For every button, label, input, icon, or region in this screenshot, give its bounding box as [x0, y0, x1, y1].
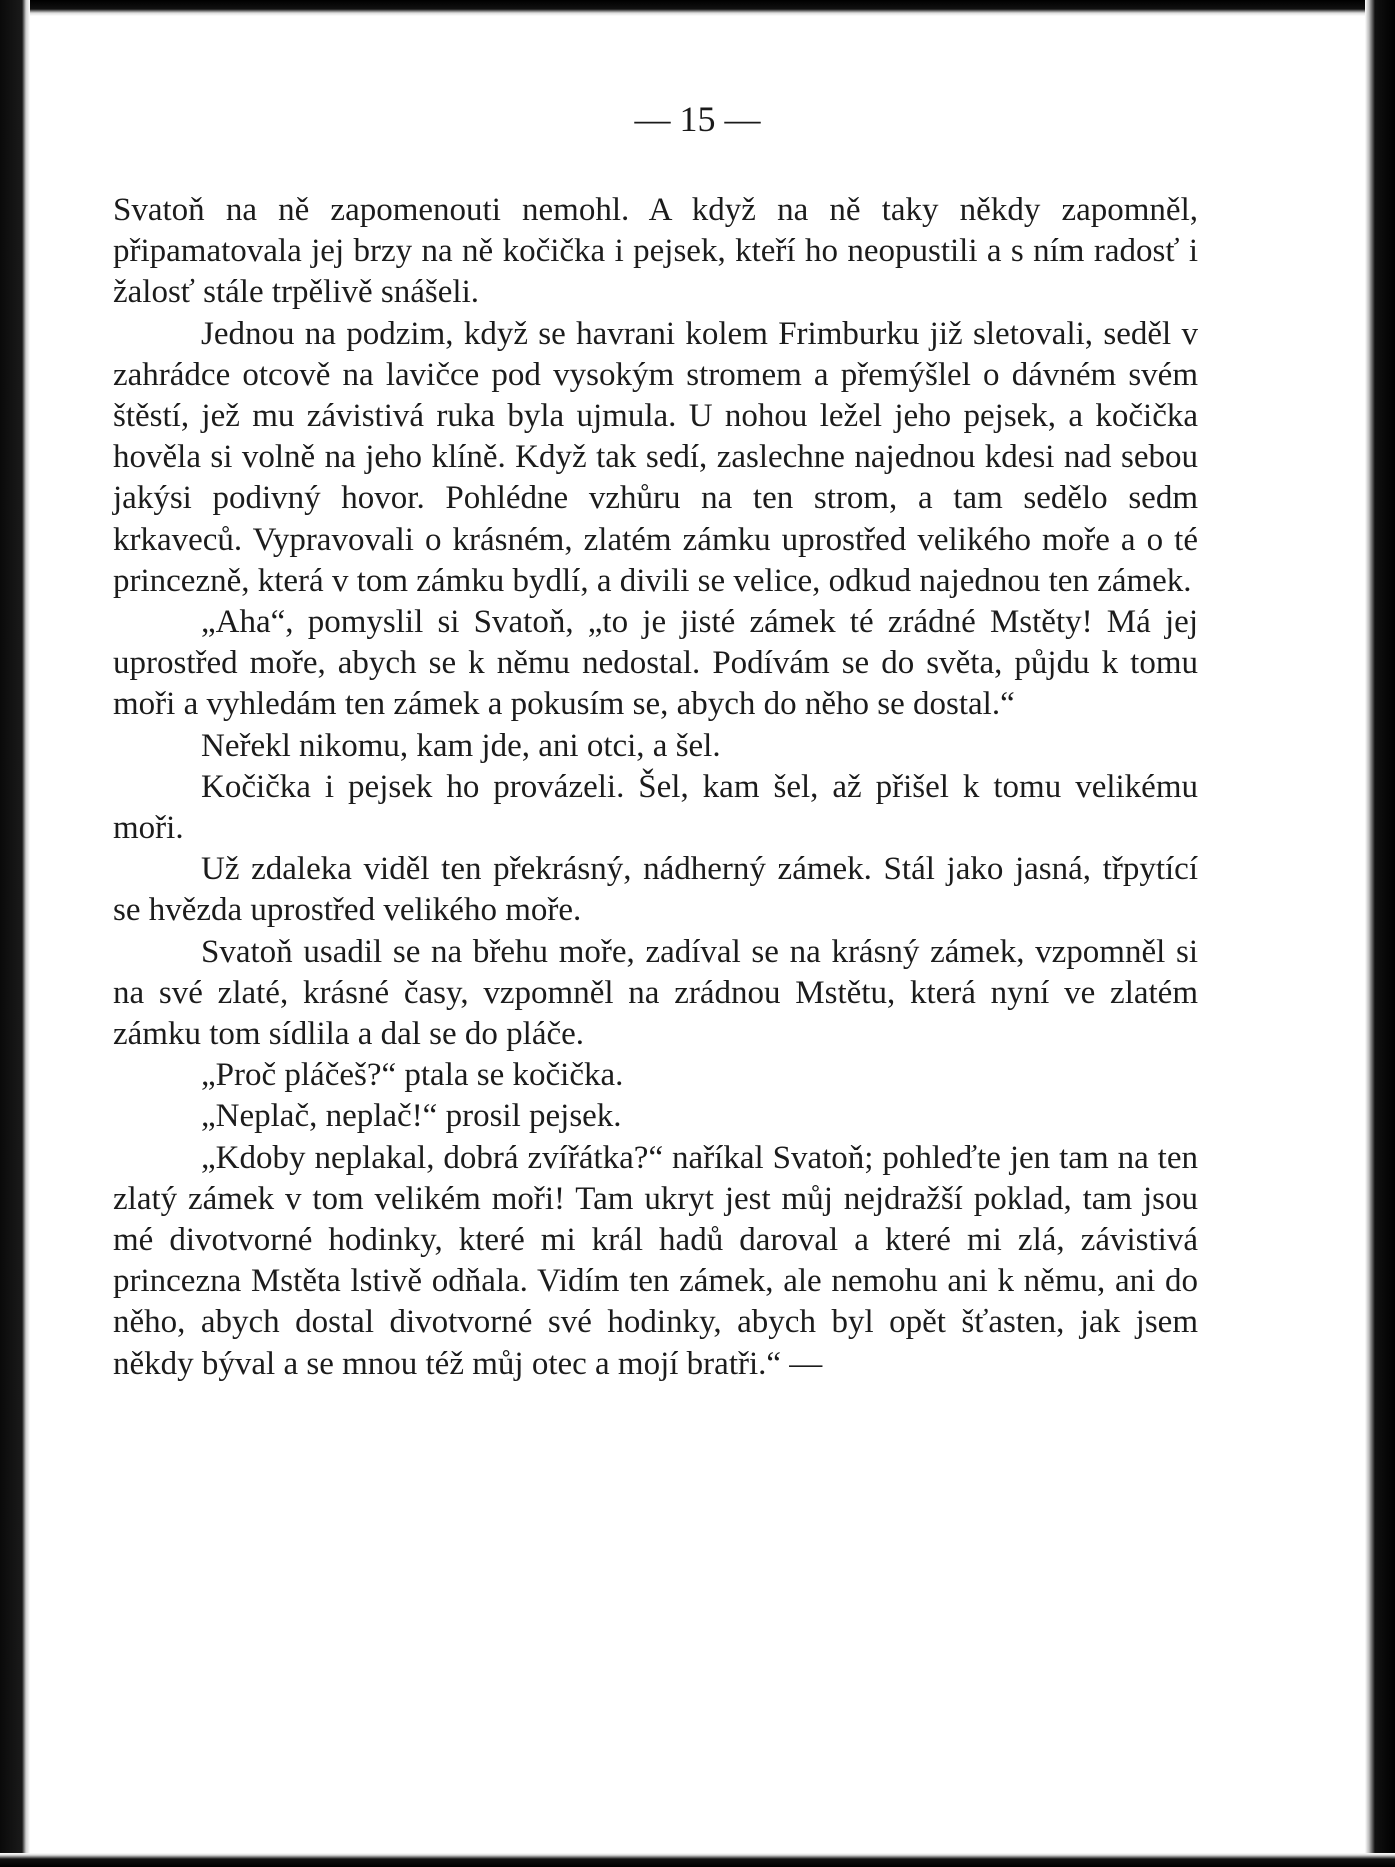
paragraph: Kočička i pejsek ho provázeli. Šel, kam šel, až přišel k tomu velikému moři. [113, 768, 1198, 847]
paragraph: „Neplač, neplač!“ prosil pejsek. [201, 1098, 622, 1135]
paragraph: Jednou na podzim, když se havrani kolem Frimburku již sletovali, seděl v zahrádce otcově na lavičce pod vysokým stromem a přemýšlel o dávném svém štěstí, jež mu závistivá ruka byla ujmula. U nohou ležel jeho pejsek, a kočička hověla si volně na jeho klíně. Když tak sedí, zaslechne najednou kdesi nad sebou jakýsi podivný hovor. Pohlédne vzhůru na ten strom, a tam sedělo sedm krkaveců. Vypravovali o krásném, zlatém zámku uprostřed velikého moře a o té princezně, která v tom zámku bydlí, a divili se velice, odkud najednou ten zámek. [113, 315, 1198, 599]
page-number: — 15 — [634, 99, 761, 139]
scan-border-bottom [0, 1853, 1395, 1867]
paragraph: „Proč pláčeš?“ ptala se kočička. [201, 1057, 624, 1094]
paragraph: „Aha“, pomyslil si Svatoň, „to je jisté zámek té zrádné Mstěty! Má jej uprostřed moře, abych se k němu nedostal. Podívám se do světa, půjdu k tomu moři a vyhledám ten zámek a pokusím se, abych do něho se dostal.“ [113, 604, 1198, 723]
paragraph: Svatoň na ně zapomenouti nemohl. A když na ně taky někdy zapomněl, připamatovala jej brzy na ně kočička i pejsek, kteří ho neopustili a s ním radosť i žalosť stále trpělivě snášeli. [113, 192, 1198, 311]
scan-border-right [1365, 0, 1395, 1867]
paragraph: Neřekl nikomu, kam jde, ani otci, a šel. [201, 727, 721, 764]
paragraph: „Kdoby neplakal, dobrá zvířátka?“ naříkal Svatoň; pohleďte jen tam na ten zlatý zámek v tom velikém moři! Tam ukryt jest můj nejdražší poklad, tam jsou mé divotvorné hodinky, které mi král hadů daroval a které mi zlá, závistivá princezna Mstěta lstivě odňala. Vidím ten zámek, ale nemohu ani k němu, ani do něho, abych dostal divotvorné své hodinky, abych byl opět šťasten, jak jsem někdy býval a se mnou též můj otec a mojí bratři.“ — [113, 1139, 1198, 1382]
paragraph: Svatoň usadil se na břehu moře, zadíval se na krásný zámek, vzpomněl si na své zlaté, krásné časy, vzpomněl na zrádnou Mstětu, která nyní ve zlatém zámku tom sídlila a dal se do pláče. [113, 933, 1198, 1053]
scan-border-left [0, 0, 30, 1867]
paragraph: Už zdaleka viděl ten překrásný, nádherný zámek. Stál jako jasná, třpytící se hvězda uprostřed velikého moře. [113, 851, 1198, 929]
body-text [113, 190, 1198, 1385]
scan-border-top [0, 0, 1395, 16]
